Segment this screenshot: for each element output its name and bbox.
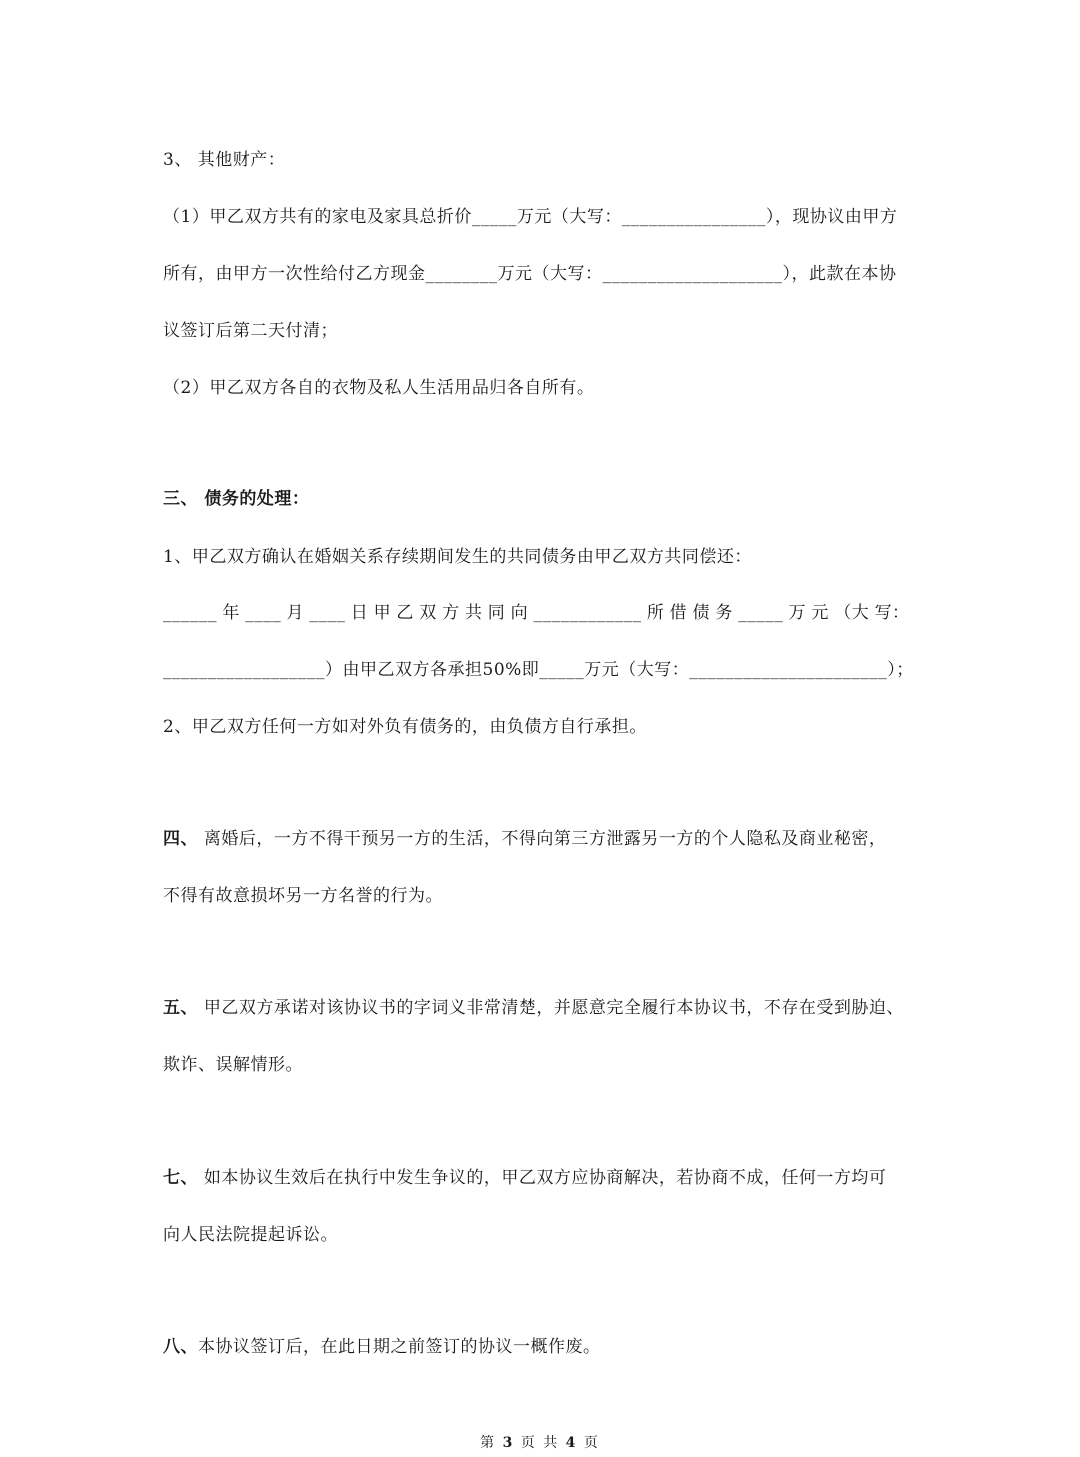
clause-seven-label: 七、 — [163, 1168, 198, 1188]
clause-four-text: 离婚后，一方不得干预另一方的生活，不得向第三方泄露另一方的个人隐私及商业秘密， — [198, 829, 887, 849]
footer-prefix: 第 — [480, 1435, 497, 1451]
clause-five-label: 五、 — [163, 998, 198, 1018]
clause-four-label: 四、 — [163, 829, 198, 849]
clause-eight-text: 本协议签订后，在此日期之前签订的协议一概作废。 — [198, 1337, 601, 1357]
debt-line2-part: 务 — [715, 603, 733, 623]
footer-middle: 页 共 — [520, 1435, 560, 1451]
other-property-heading: 3、 其他财产： — [163, 150, 286, 170]
debt-item1-line3: __________________）由甲乙双方各承担50%即_____万元（大写：______________________）； — [163, 660, 914, 680]
clause-eight-label: 八、 — [163, 1337, 198, 1357]
other-property-p1-line1: （1）甲乙双方共有的家电及家具总折价_____万元（大写：________________），现协议由甲方 — [163, 207, 898, 227]
debt-line2-part: 月 — [286, 603, 305, 623]
debt-line2-part: 万 — [788, 603, 807, 623]
clause-five-line1 — [163, 996, 904, 1020]
clause-eight-line1 — [163, 1335, 601, 1359]
debt-item2: 2、甲乙双方任何一方如对外负有债务的，由负债方自行承担。 — [163, 717, 647, 737]
footer-total-pages: 4 — [565, 1435, 578, 1451]
debt-item1-line1: 1、甲乙双方确认在婚姻关系存续期间发生的共同债务由甲乙双方共同偿还： — [163, 547, 752, 567]
debt-line2-part: _____ — [738, 603, 784, 623]
debt-line2-part: ____________ — [533, 603, 642, 623]
debt-line2-part: 共 — [464, 603, 483, 623]
debt-line2-part: 双 — [419, 603, 437, 623]
debt-line2-part: 向 — [510, 603, 529, 623]
clause-four-line2: 不得有故意损坏另一方名誉的行为。 — [163, 886, 443, 906]
debt-line2-part: 乙 — [396, 603, 414, 623]
clause-seven-line2: 向人民法院提起诉讼。 — [163, 1225, 338, 1245]
debt-item1-line2 — [163, 601, 915, 625]
debt-line2-part: ______ — [163, 603, 217, 623]
clause-four-line1 — [163, 827, 886, 851]
debt-line2-part: 所 — [646, 603, 665, 623]
debt-line2-part: 借 — [669, 603, 688, 623]
clause-five-text: 甲乙双方承诺对该协议书的字词义非常清楚，并愿意完全履行本协议书，不存在受到胁迫、 — [198, 998, 904, 1018]
page-footer — [0, 1434, 1080, 1452]
other-property-p1-line2: 所有，由甲方一次性给付乙方现金________万元（大写：____________________），此款在本协 — [163, 264, 897, 284]
footer-current-page: 3 — [502, 1435, 515, 1451]
debt-line2-part: ____ — [309, 603, 346, 623]
other-property-p1-line3: 议签订后第二天付清； — [163, 321, 338, 341]
debt-line2-part: 写： — [874, 603, 910, 623]
clause-seven-text: 如本协议生效后在执行中发生争议的，甲乙双方应协商解决，若协商不成，任何一方均可 — [198, 1168, 887, 1188]
clause-five-line2: 欺诈、误解情形。 — [163, 1055, 303, 1075]
debt-line2-part: 方 — [442, 603, 460, 623]
footer-suffix: 页 — [583, 1435, 600, 1451]
clause-seven-line1 — [163, 1166, 886, 1190]
debt-line2-part: 元 — [811, 603, 829, 623]
debt-line2-part: 同 — [487, 603, 506, 623]
debt-line2-part: ____ — [245, 603, 282, 623]
debt-line2-part: 甲 — [373, 603, 392, 623]
debt-line2-part: 年 — [222, 603, 240, 623]
debt-line2-part: 日 — [350, 603, 369, 623]
other-property-p2: （2）甲乙双方各自的衣物及私人生活用品归各自所有。 — [163, 378, 595, 398]
debt-line2-part: 债 — [692, 603, 710, 623]
debt-line2-part: （大 — [834, 603, 870, 623]
debt-heading: 三、 债务的处理： — [163, 489, 310, 509]
